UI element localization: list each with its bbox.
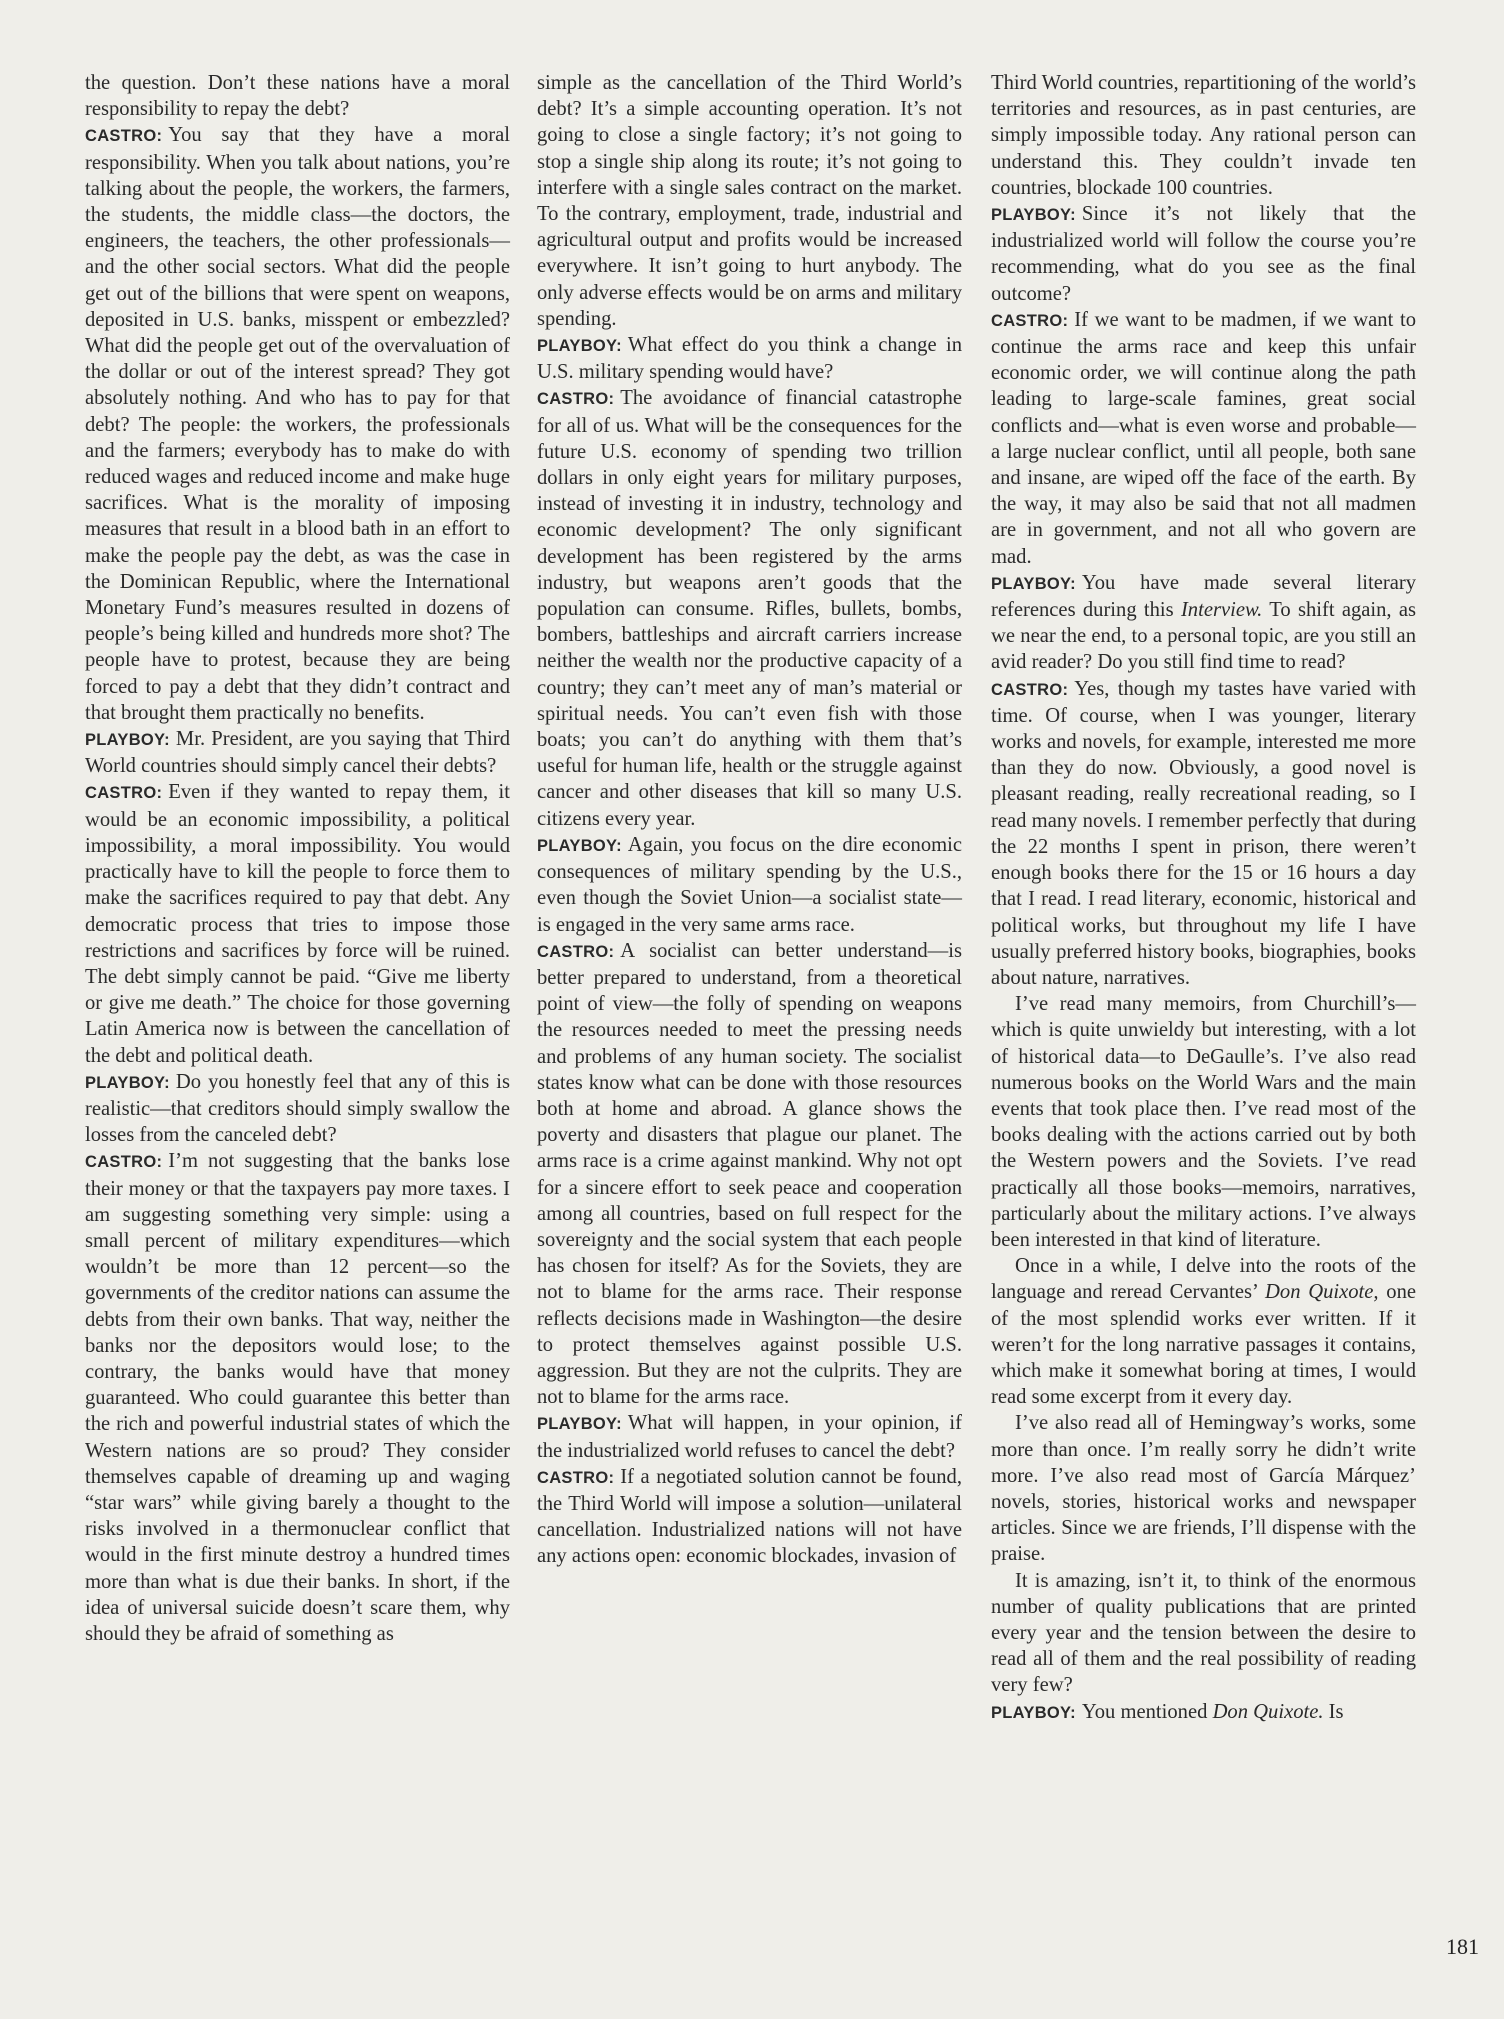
speaker-label: CASTRO:	[85, 784, 163, 803]
paragraph-text: Again, you focus on the dire economic consequences of military spending by the U.S., even though the Soviet Union—a socialist state—is engaged in the very same arms race.	[537, 833, 962, 936]
paragraph	[537, 938, 962, 1411]
speaker-label: PLAYBOY:	[85, 731, 170, 750]
paragraph	[85, 779, 510, 1068]
page-number: 181	[1446, 1934, 1479, 1959]
speaker-label: CASTRO:	[537, 390, 615, 409]
paragraph	[991, 1699, 1416, 1726]
italic-title: Interview.	[1180, 599, 1263, 622]
paragraph-text: You have made several literary references during this	[991, 571, 1416, 622]
paragraph	[991, 570, 1416, 676]
speaker-label: PLAYBOY:	[537, 1415, 622, 1434]
speaker-label: CASTRO:	[85, 127, 163, 146]
paragraph	[991, 70, 1416, 201]
paragraph-text: What effect do you think a change in U.S. military spending would have?	[537, 334, 962, 384]
paragraph-text: I’m not suggesting that the banks lose their money or that the taxpayers pay more taxes. I am suggesting something very simple: using a small percent of military expenditures—which wouldn’t be more than 12 percent—so the governments of the creditor nations can assume the debts from their own banks. That way, neither the banks nor the depositors would lose; to the contrary, the banks would have that money guaranteed. Who could guarantee this better than the rich and powerful industrial states of which the Western nations are so proud? They consider themselves capable of dreaming up and waging “star wars” while giving barely a thought to the risks involved in a thermonuclear conflict that would in the first minute destroy a hundred times more than what is due their banks. In short, if the idea of universal suicide doesn’t scare them, why should they be afraid of something as	[85, 1150, 510, 1645]
paragraph	[537, 332, 962, 385]
paragraph	[537, 1464, 962, 1570]
paragraph-text: the question. Don’t these nations have a moral responsibility to repay the debt?	[85, 72, 510, 121]
paragraph-text: I’ve also read all of Hemingway’s works, some more than once. I’m really sorry he didn’t write more. I’ve also read most of García Márquez’ novels, stories, historical works and newspaper articles. Since we are friends, I’ll dispense with the praise.	[991, 1412, 1416, 1566]
speaker-label: CASTRO:	[85, 1153, 163, 1172]
paragraph	[85, 726, 510, 779]
paragraph-text: Even if they wanted to repay them, it would be an economic impossibility, a political impossibility, a moral impossibility. You would practically have to kill the people to force them to make the sacrifices required to pay that debt. Any democratic process that tries to impose those restrictions and sacrifices by force will be ruined. The debt simply cannot be paid. “Give me liberty or give me death.” The choice for those governing Latin America now is between the cancellation of the debt and political death.	[85, 781, 510, 1067]
speaker-label: CASTRO:	[537, 942, 615, 961]
paragraph	[85, 1148, 510, 1647]
paragraph-text: Yes, though my tastes have varied with time. Of course, when I was younger, literary works and novels, for example, interested me more than they do now. Obviously, a good novel is pleasant reading, really recreational reading, so I read many novels. I remember perfectly that during the 22 months I spent in prison, there weren’t enough books there for the 15 or 16 hours a day that I read. I read literary, economic, historical and political works, but throughout my life I have usually preferred history books, biographies, books about nature, narratives.	[991, 677, 1416, 989]
paragraph	[537, 385, 962, 831]
paragraph	[537, 1410, 962, 1463]
paragraph-text: Mr. President, are you saying that Third World countries should simply cancel their debts?	[85, 728, 510, 778]
paragraph-text: Once in a while, I delve into the roots of the language and reread Cervantes’	[991, 1255, 1416, 1304]
paragraph-text: Since it’s not likely that the industrialized world will follow the course you’re recommending, what do you see as the final outcome?	[991, 203, 1416, 305]
paragraph	[991, 1253, 1416, 1410]
paragraph	[85, 70, 510, 122]
paragraph	[991, 307, 1416, 570]
column-2	[537, 70, 962, 1570]
paragraph-text: If a negotiated solution cannot be found, the Third World will impose a solution—unilateral cancellation. Industrialized nations will not have any actions open: economic blockades, invasion of	[537, 1465, 962, 1568]
paragraph-text: The avoidance of financial catastrophe for all of us. What will be the consequences for the future U.S. economy of spending two trillion dollars in only eight years for military purposes, instead of investing it in industry, technology and economic development? The only significant development has been registered by the arms industry, but weapons aren’t goods that the population can consume. Rifles, bullets, bombs, bombers, battleships and aircraft carriers increase neither the wealth nor the productive capacity of a country; they can’t meet any of man’s material or spiritual needs. You can’t even fish with those boats; you can’t do anything with them that’s useful for human life, health or the struggle against cancer and other diseases that kill so many U.S. citizens every year.	[537, 387, 962, 830]
paragraph-text: simple as the cancellation of the Third World’s debt? It’s a simple accounting operation. It’s not going to close a single factory; it’s not going to stop a single ship along its route; it’s not going to interfere with a single sales contract on the market. To the contrary, employment, trade, industrial and agricultural output and profits would be increased everywhere. It isn’t going to hurt anybody. The only adverse effects would be on arms and military spending.	[537, 72, 962, 330]
italic-title: Don Quixote.	[1212, 1700, 1324, 1723]
speaker-label: CASTRO:	[537, 1468, 615, 1487]
italic-title: Don Quixote,	[1265, 1281, 1379, 1304]
paragraph	[85, 1069, 510, 1149]
speaker-label: PLAYBOY:	[85, 1073, 170, 1092]
paragraph	[991, 1410, 1416, 1567]
paragraph-text: You say that they have a moral responsibility. When you talk about nations, you’re talking about the people, the workers, the farmers, the students, the middle class—the doctors, the engineers, the teachers, the other professionals—and the other social sectors. What did the people get out of the billions that were spent on weapons, deposited in U.S. banks, misspent or embezzled? What did the people get out of the overvaluation of the dollar or out of the interest spread? They got absolutely nothing. And who has to pay for that debt? The people: the workers, the professionals and the farmers; everybody has to make do with reduced wages and reduced income and make huge sacrifices. What is the morality of imposing measures that result in a blood bath in an effort to make the people pay the debt, as was the case in the Dominican Republic, where the International Monetary Fund’s measures resulted in dozens of people’s being killed and hundreds more shot? The people have to protest, because they are being forced to pay a debt that they didn’t contract and that brought them practically no benefits.	[85, 124, 510, 724]
paragraph-text: It is amazing, isn’t it, to think of the enormous number of quality publications that are printed every year and the tension between the desire to read all of them and the real possibility of reading very few?	[991, 1569, 1416, 1697]
speaker-label: PLAYBOY:	[991, 574, 1076, 593]
paragraph	[85, 122, 510, 726]
speaker-label: PLAYBOY:	[537, 836, 622, 855]
paragraph-text: one of the most splendid works ever written. If it weren’t for the long narrative passages it contains, which make it somewhat boring at times, I would read some excerpt from it every day.	[991, 1281, 1416, 1409]
paragraph	[991, 201, 1416, 307]
speaker-label: PLAYBOY:	[991, 1703, 1076, 1722]
paragraph-text: Third World countries, repartitioning of the world’s territories and resources, as in past centuries, are simply impossible today. Any rational person can understand this. They couldn’t invade ten countries, blockade 100 countries.	[991, 72, 1416, 199]
paragraph-text: A socialist can better understand—is better prepared to understand, from a theoretical point of view—the folly of spending on weapons the resources needed to meet the pressing needs and problems of any human society. The socialist states know what can be done with those resources both at home and abroad. A glance shows the poverty and disasters that plague our planet. The arms race is a crime against mankind. Why not opt for a sincere effort to seek peace and cooperation among all countries, based on full respect for the sovereignty and the social system that each people has chosen for itself? As for the Soviets, they are not to blame for the arms race. Their response reflects decisions made in Washington—the desire to protect themselves against possible U.S. aggression. But they are not the culprits. They are not to blame for the arms race.	[537, 939, 962, 1409]
speaker-label: PLAYBOY:	[991, 206, 1076, 225]
speaker-label: PLAYBOY:	[537, 337, 622, 356]
paragraph	[991, 991, 1416, 1253]
paragraph-text: You mentioned	[1081, 1700, 1208, 1723]
paragraph	[537, 832, 962, 938]
speaker-label: CASTRO:	[991, 680, 1069, 699]
column-1	[85, 70, 510, 1647]
column-3	[991, 70, 1416, 1726]
paragraph-text: Is	[1328, 1700, 1344, 1723]
speaker-label: CASTRO:	[991, 311, 1069, 330]
paragraph	[991, 676, 1416, 991]
paragraph-text: What will happen, in your opinion, if the industrialized world refuses to cancel the debt?	[537, 1412, 962, 1462]
paragraph-text: Do you honestly feel that any of this is realistic—that creditors should simply swallow the losses from the canceled debt?	[85, 1070, 510, 1147]
paragraph-text: I’ve read many memoirs, from Churchill’s—which is quite unwieldy but interesting, with a lot of historical data—to DeGaulle’s. I’ve also read numerous books on the World Wars and the main events that took place then. I’ve read most of the books dealing with the actions carried out by both the Western powers and the Soviets. I’ve read practically all those books—memoirs, narratives, particularly about the military actions. I’ve always been interested in that kind of literature.	[991, 993, 1416, 1251]
paragraph	[537, 70, 962, 332]
paragraph-text: If we want to be madmen, if we want to continue the arms race and keep this unfair economic order, we will continue along the path leading to large-scale famines, great social conflicts and—what is even worse and probable—a large nuclear conflict, until all people, both sane and insane, are wiped off the face of the earth. By the way, it may also be said that not all madmen are in government, and not all who govern are mad.	[991, 308, 1416, 568]
paragraph	[991, 1568, 1416, 1699]
paragraph-text: To shift again, as we near the end, to a personal topic, are you still an avid reader? Do you still find time to read?	[991, 599, 1416, 674]
